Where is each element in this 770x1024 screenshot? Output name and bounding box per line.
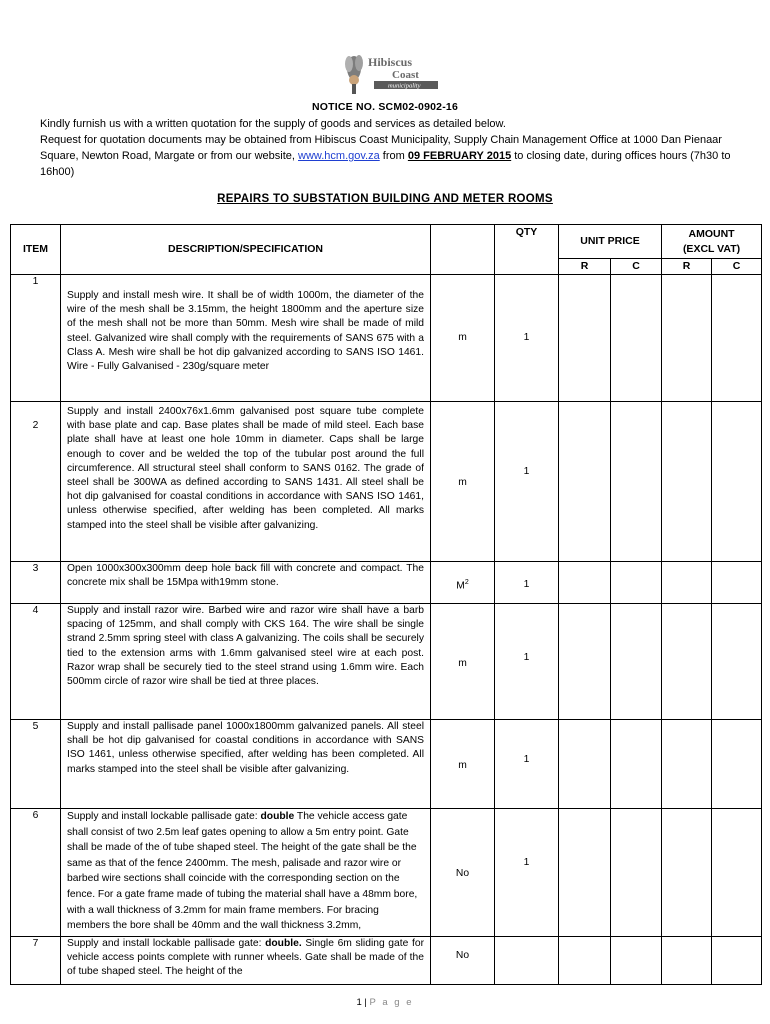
item-description-rest: The vehicle access gate shall consist of two 2.5m leaf gates opening to allow a 5m entry point. Gate shall be made of the of tube shaped steel. The height of the gate shall be the same as that of the fence 2400mm. The mesh, palisade and razor wire or barbed wire sections shall coincide with the corresponding section on the fence. For a gate frame made of tubing the material shall have a 48mm bore, with a wall thickness of 3.2mm for main frame members. For bracing members the bore shall be 40mm and the wall thickness 3.2mm, — [67, 811, 418, 932]
amount-c-cell[interactable] — [712, 809, 762, 937]
item-number: 1 — [11, 275, 61, 402]
website-link[interactable]: www.hcm.gov.za — [298, 150, 380, 162]
page-number: 1 — [356, 997, 362, 1008]
amount-c-cell[interactable] — [712, 604, 762, 720]
item-unit — [431, 402, 495, 562]
item-number-text: 2 — [32, 420, 39, 431]
item-description: Supply and install pallisade panel 1000x1800mm galvanized panels. All steel shall be hot dip galvanised for coastal conditions in accordance with SANS ISO 1461, unless otherwise specified, after welding has been completed. All marks stamped into the steel shall be visible after galvanizing. — [61, 720, 431, 809]
municipality-logo — [340, 50, 450, 96]
price-r-cell[interactable] — [559, 720, 611, 809]
item-number: 7 — [11, 937, 61, 985]
item-unit — [431, 562, 495, 604]
price-r-cell[interactable] — [559, 809, 611, 937]
item-number: 5 — [11, 720, 61, 809]
price-c-cell[interactable] — [611, 720, 662, 809]
item-description: Open 1000x300x300mm deep hole back fill with concrete and compact. The concrete mix shall be 15Mpa with19mm stone. — [61, 562, 431, 604]
item-qty-text: 1 — [523, 466, 530, 477]
header-price-r: R — [559, 259, 611, 275]
item-description-text: Supply and install mesh wire. It shall be of width 1000m, the diameter of the wire of the mesh shall be 3.15mm, the height 1800mm and the aperture size of the mesh shall not be more than 50mm. Mesh wire shall be made of mild steel. Galvanized wire shall comply with the requirements of SANS 675 with a Class A. Mesh wire shall be hot dip galvanized according to SANS ISO 1461. Wire - Fully Galvanised - 230g/square meter — [67, 290, 424, 373]
amount-r-cell[interactable] — [662, 275, 712, 402]
price-r-cell[interactable] — [559, 275, 611, 402]
quotation-table — [10, 224, 762, 985]
item-description — [61, 809, 431, 937]
item-description — [61, 402, 431, 562]
header-item: ITEM — [11, 225, 61, 275]
item-qty — [495, 937, 559, 985]
item-description-text: Supply and install lockable pallisade gate: — [67, 811, 261, 822]
intro-closing-text: to closing date, during offices hours (7h30 to 16h00) — [40, 150, 731, 178]
item-qty — [495, 720, 559, 809]
table-row — [11, 604, 762, 720]
header-amount-r: R — [662, 259, 712, 275]
item-number: 3 — [11, 562, 61, 604]
item-unit-text: m — [458, 658, 467, 669]
item-qty-text: 1 — [523, 754, 530, 765]
item-description — [61, 275, 431, 402]
amount-c-cell[interactable] — [712, 402, 762, 562]
header-unit-price: UNIT PRICE — [559, 225, 662, 259]
header-amount — [662, 225, 762, 259]
header-description: DESCRIPTION/SPECIFICATION — [61, 225, 431, 275]
item-unit — [431, 937, 495, 985]
item-description-text: Supply and install 2400x76x1.6mm galvanised post square tube complete with base plate and cap. Base plates shall be made of mild steel. Each base plate shall have at least one hole 10mm in diameter. Caps shall be large enough to cover and be welded the top of the tubular post around the full circumference. All structural steel shall conform to SANS 0162. The grade of steel shall be 300WA as defined according to SANS 1431. All steel shall be hot dip galvanised for coastal conditions in accordance with SANS ISO 1461, unless otherwise specified, after welding has been completed. All marks stamped into the steel shall be visible after galvanizing. — [67, 406, 424, 531]
document-title: REPAIRS TO SUBSTATION BUILDING AND METER ROOMS — [217, 193, 553, 205]
intro-line-1: Kindly furnish us with a written quotation for the supply of goods and services as detailed below. — [40, 118, 506, 130]
header-amount-c: C — [712, 259, 762, 275]
price-r-cell[interactable] — [559, 402, 611, 562]
svg-text:Coast: Coast — [392, 69, 419, 81]
table-row — [11, 809, 762, 937]
item-qty — [495, 402, 559, 562]
amount-c-cell[interactable] — [712, 937, 762, 985]
page-label: P a g e — [369, 997, 414, 1008]
item-unit-text: No — [455, 868, 470, 879]
intro-request-text: Request for quotation documents may be obtained from Hibiscus Coast Municipality, Supply Chain Management Office at 1000 Dan Pienaar Square, Newton Road, Margate or from our website, — [40, 134, 722, 162]
item-description-rest: Single 6m sliding gate for vehicle access points complete with runner wheels. Gate shall be made of the of tube shaped steel. The height of the — [67, 938, 424, 978]
item-qty — [495, 275, 559, 402]
price-c-cell[interactable] — [611, 275, 662, 402]
amount-r-cell[interactable] — [662, 937, 712, 985]
item-unit — [431, 809, 495, 937]
svg-text:Hibiscus: Hibiscus — [368, 55, 413, 69]
intro-line-2 — [40, 132, 740, 180]
amount-c-cell[interactable] — [712, 720, 762, 809]
table-row — [11, 275, 762, 402]
item-number: 4 — [11, 604, 61, 720]
svg-text:municipality: municipality — [388, 82, 421, 90]
page-separator: | — [361, 997, 370, 1008]
amount-r-cell[interactable] — [662, 604, 712, 720]
header-amount-line1: AMOUNT — [688, 228, 735, 241]
item-unit-base: M — [456, 580, 465, 592]
price-r-cell[interactable] — [559, 937, 611, 985]
price-c-cell[interactable] — [611, 604, 662, 720]
table-row — [11, 402, 762, 562]
header-unit — [431, 225, 495, 275]
amount-c-cell[interactable] — [712, 562, 762, 604]
intro-from-text: from — [379, 150, 408, 162]
start-date: 09 FEBRUARY 2015 — [407, 150, 512, 162]
item-qty-text: 1 — [523, 652, 530, 663]
page-footer — [0, 997, 770, 1008]
price-c-cell[interactable] — [611, 402, 662, 562]
hibiscus-logo-icon — [340, 50, 450, 96]
item-unit-text: No — [455, 950, 470, 961]
item-description-emphasis: double. — [265, 938, 302, 949]
price-c-cell[interactable] — [611, 809, 662, 937]
price-r-cell[interactable] — [559, 604, 611, 720]
header-amount-line2: (EXCL VAT) — [682, 242, 741, 255]
item-description-emphasis: double — [260, 811, 295, 822]
item-description: Supply and install razor wire. Barbed wire and razor wire shall have a barb spacing of 125mm, and shall comply with CKS 164. The wire shall be single strand 2.5mm spring steel with class A galvanizing. The coils shall be securely tied to the extension arms with 1.6mm galvanised steel wire at each post. Razor wrap shall be securely tied to the steel strand using 1.6mm wire. Each 500mm circle of razor wire shall be tied at three places. — [61, 604, 431, 720]
header-qty: QTY — [495, 225, 559, 275]
item-unit-text: m — [458, 332, 467, 343]
item-qty — [495, 809, 559, 937]
item-unit-superscript: 2 — [464, 579, 469, 586]
header-price-c: C — [611, 259, 662, 275]
amount-r-cell[interactable] — [662, 402, 712, 562]
item-number — [11, 402, 61, 562]
item-number: 6 — [11, 809, 61, 937]
table-header-row — [11, 225, 762, 259]
item-qty — [495, 604, 559, 720]
item-qty — [495, 562, 559, 604]
item-qty-text: 1 — [523, 857, 530, 868]
item-qty-text: 1 — [523, 332, 530, 343]
item-description — [61, 937, 431, 985]
table-row — [11, 937, 762, 985]
price-c-cell[interactable] — [611, 562, 662, 604]
table-row — [11, 720, 762, 809]
price-c-cell[interactable] — [611, 937, 662, 985]
item-qty-text: 1 — [523, 579, 530, 590]
item-unit — [431, 275, 495, 402]
amount-c-cell[interactable] — [712, 275, 762, 402]
item-unit — [431, 720, 495, 809]
price-r-cell[interactable] — [559, 562, 611, 604]
item-unit — [431, 604, 495, 720]
item-description-text: Supply and install lockable pallisade gate: — [67, 938, 266, 949]
item-unit-text — [431, 562, 494, 594]
notice-number: NOTICE NO. SCM02-0902-16 — [311, 101, 458, 113]
item-unit-text: m — [458, 477, 467, 488]
amount-r-cell[interactable] — [662, 720, 712, 809]
intro-text — [40, 116, 740, 180]
table-row — [11, 562, 762, 604]
item-unit-text: m — [458, 760, 467, 771]
amount-r-cell[interactable] — [662, 562, 712, 604]
amount-r-cell[interactable] — [662, 809, 712, 937]
